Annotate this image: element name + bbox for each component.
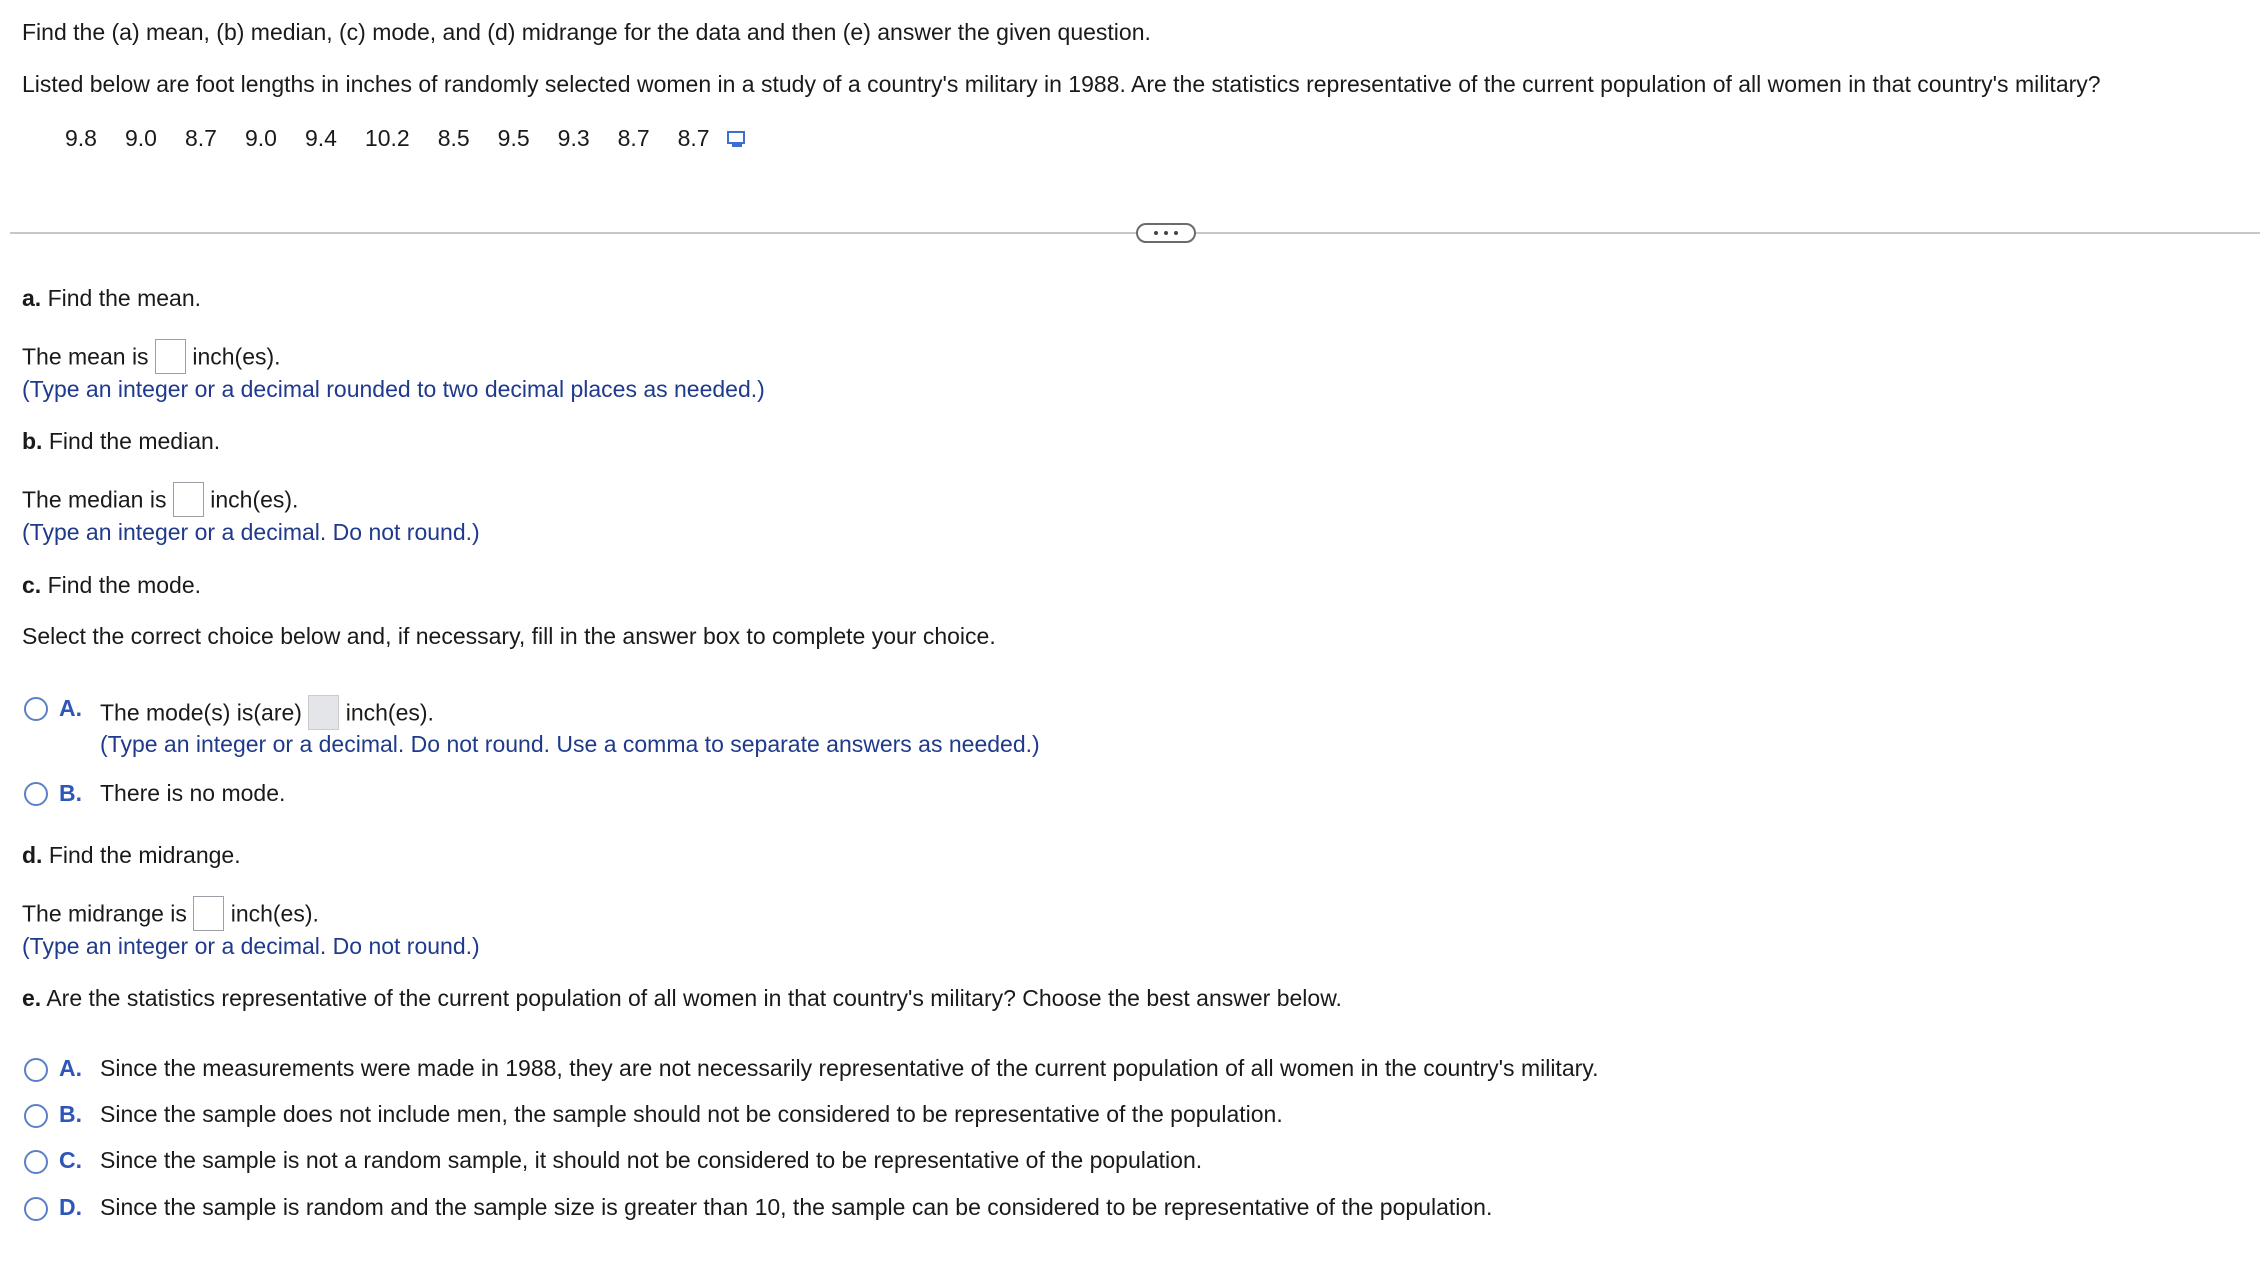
- mode-choice-a-radio[interactable]: [24, 697, 48, 721]
- data-value: 9.0: [244, 125, 277, 151]
- mean-input[interactable]: [155, 339, 186, 374]
- mode-hint: (Type an integer or a decimal. Do not round. Use a comma to separate answers as needed.): [100, 731, 1040, 757]
- mean-label: The mean is: [22, 343, 149, 370]
- mean-sentence: [22, 341, 281, 376]
- data-value: 8.5: [437, 125, 470, 151]
- mode-choice-b-letter: B.: [59, 780, 82, 806]
- data-value: 9.5: [497, 125, 530, 151]
- part-d-title: Find the midrange.: [48, 842, 241, 868]
- representative-choice-a-text: Since the measurements were made in 1988, they are not necessarily representative of the current population of all women in the country's military.: [100, 1055, 1599, 1081]
- data-value: 9.4: [304, 125, 337, 151]
- mode-instruction: Select the correct choice below and, if necessary, fill in the answer box to complete your choice.: [22, 623, 996, 649]
- representative-choice-d-letter: D.: [59, 1194, 82, 1220]
- part-b-prefix: b.: [22, 428, 43, 454]
- mode-choice-b-radio[interactable]: [24, 782, 48, 806]
- representative-choice-c-text: Since the sample is not a random sample, it should not be considered to be representative of the population.: [100, 1147, 1203, 1173]
- part-b-heading: [22, 427, 220, 455]
- part-d-prefix: d.: [22, 842, 43, 868]
- mode-choice-a-letter: A.: [59, 695, 82, 721]
- data-value: 9.8: [65, 125, 97, 151]
- representative-choice-b-letter: B.: [59, 1101, 82, 1127]
- midrange-label: The midrange is: [22, 900, 187, 927]
- part-c-prefix: c.: [22, 572, 42, 598]
- median-label: The median is: [22, 486, 167, 513]
- representative-choice-c-letter: C.: [59, 1147, 82, 1173]
- instructions-text: Find the (a) mean, (b) median, (c) mode, and (d) midrange for the data and then (e) answer the given question.: [22, 19, 1151, 45]
- part-a-heading: [22, 284, 201, 312]
- more-options-icon: [1154, 231, 1158, 235]
- midrange-hint: (Type an integer or a decimal. Do not round.): [22, 933, 480, 959]
- mean-unit: inch(es).: [192, 343, 281, 370]
- median-input[interactable]: [173, 482, 204, 517]
- part-d-heading: [22, 841, 241, 869]
- section-divider: [10, 232, 2260, 234]
- part-e-title: Are the statistics representative of the current population of all women in that country's military? Choose the best answer below.: [46, 985, 1342, 1011]
- mean-hint: (Type an integer or a decimal rounded to two decimal places as needed.): [22, 376, 765, 402]
- representative-choice-b-radio[interactable]: [24, 1104, 48, 1128]
- problem-text: Listed below are foot lengths in inches of randomly selected women in a study of a country's military in 1988. Are the statistics representative of the current population of all women in that country's military?: [22, 71, 2101, 97]
- part-e-heading: [22, 984, 1342, 1012]
- midrange-unit: inch(es).: [230, 900, 319, 927]
- representative-choice-b-text: Since the sample does not include men, the sample should not be considered to be representative of the population.: [100, 1101, 1283, 1127]
- part-b-title: Find the median.: [48, 428, 221, 454]
- part-c-heading: [22, 571, 201, 599]
- more-options-icon: [1174, 231, 1178, 235]
- midrange-sentence: [22, 898, 319, 933]
- mode-choice-a-unit: inch(es).: [345, 699, 434, 726]
- more-options-button[interactable]: [1136, 223, 1196, 243]
- part-e-prefix: e.: [22, 985, 42, 1011]
- median-hint: (Type an integer or a decimal. Do not round.): [22, 519, 480, 545]
- median-sentence: [22, 484, 298, 519]
- part-a-prefix: a.: [22, 285, 42, 311]
- representative-choice-a-letter: A.: [59, 1055, 82, 1081]
- data-value: 9.0: [124, 125, 157, 151]
- data-value: 10.2: [364, 125, 410, 151]
- data-values: [65, 124, 748, 152]
- more-options-icon: [1164, 231, 1168, 235]
- representative-choice-c-radio[interactable]: [24, 1150, 48, 1174]
- data-value: 8.7: [617, 125, 650, 151]
- part-a-title: Find the mean.: [47, 285, 201, 311]
- mode-choice-a-text: [100, 697, 434, 732]
- mode-input[interactable]: [308, 695, 339, 730]
- data-value: 8.7: [184, 125, 217, 151]
- representative-choice-d-text: Since the sample is random and the sample size is greater than 10, the sample can be considered to be representative of the population.: [100, 1194, 1493, 1220]
- representative-choice-d-radio[interactable]: [24, 1197, 48, 1221]
- data-value: 8.7: [677, 125, 710, 151]
- median-unit: inch(es).: [210, 486, 299, 513]
- data-value: 9.3: [557, 125, 590, 151]
- part-c-title: Find the mode.: [47, 572, 201, 598]
- copy-data-icon[interactable]: [726, 128, 748, 150]
- representative-choice-a-radio[interactable]: [24, 1058, 48, 1082]
- mode-choice-a-label: The mode(s) is(are): [100, 699, 302, 726]
- mode-choice-b-text: There is no mode.: [100, 780, 286, 806]
- midrange-input[interactable]: [193, 896, 224, 931]
